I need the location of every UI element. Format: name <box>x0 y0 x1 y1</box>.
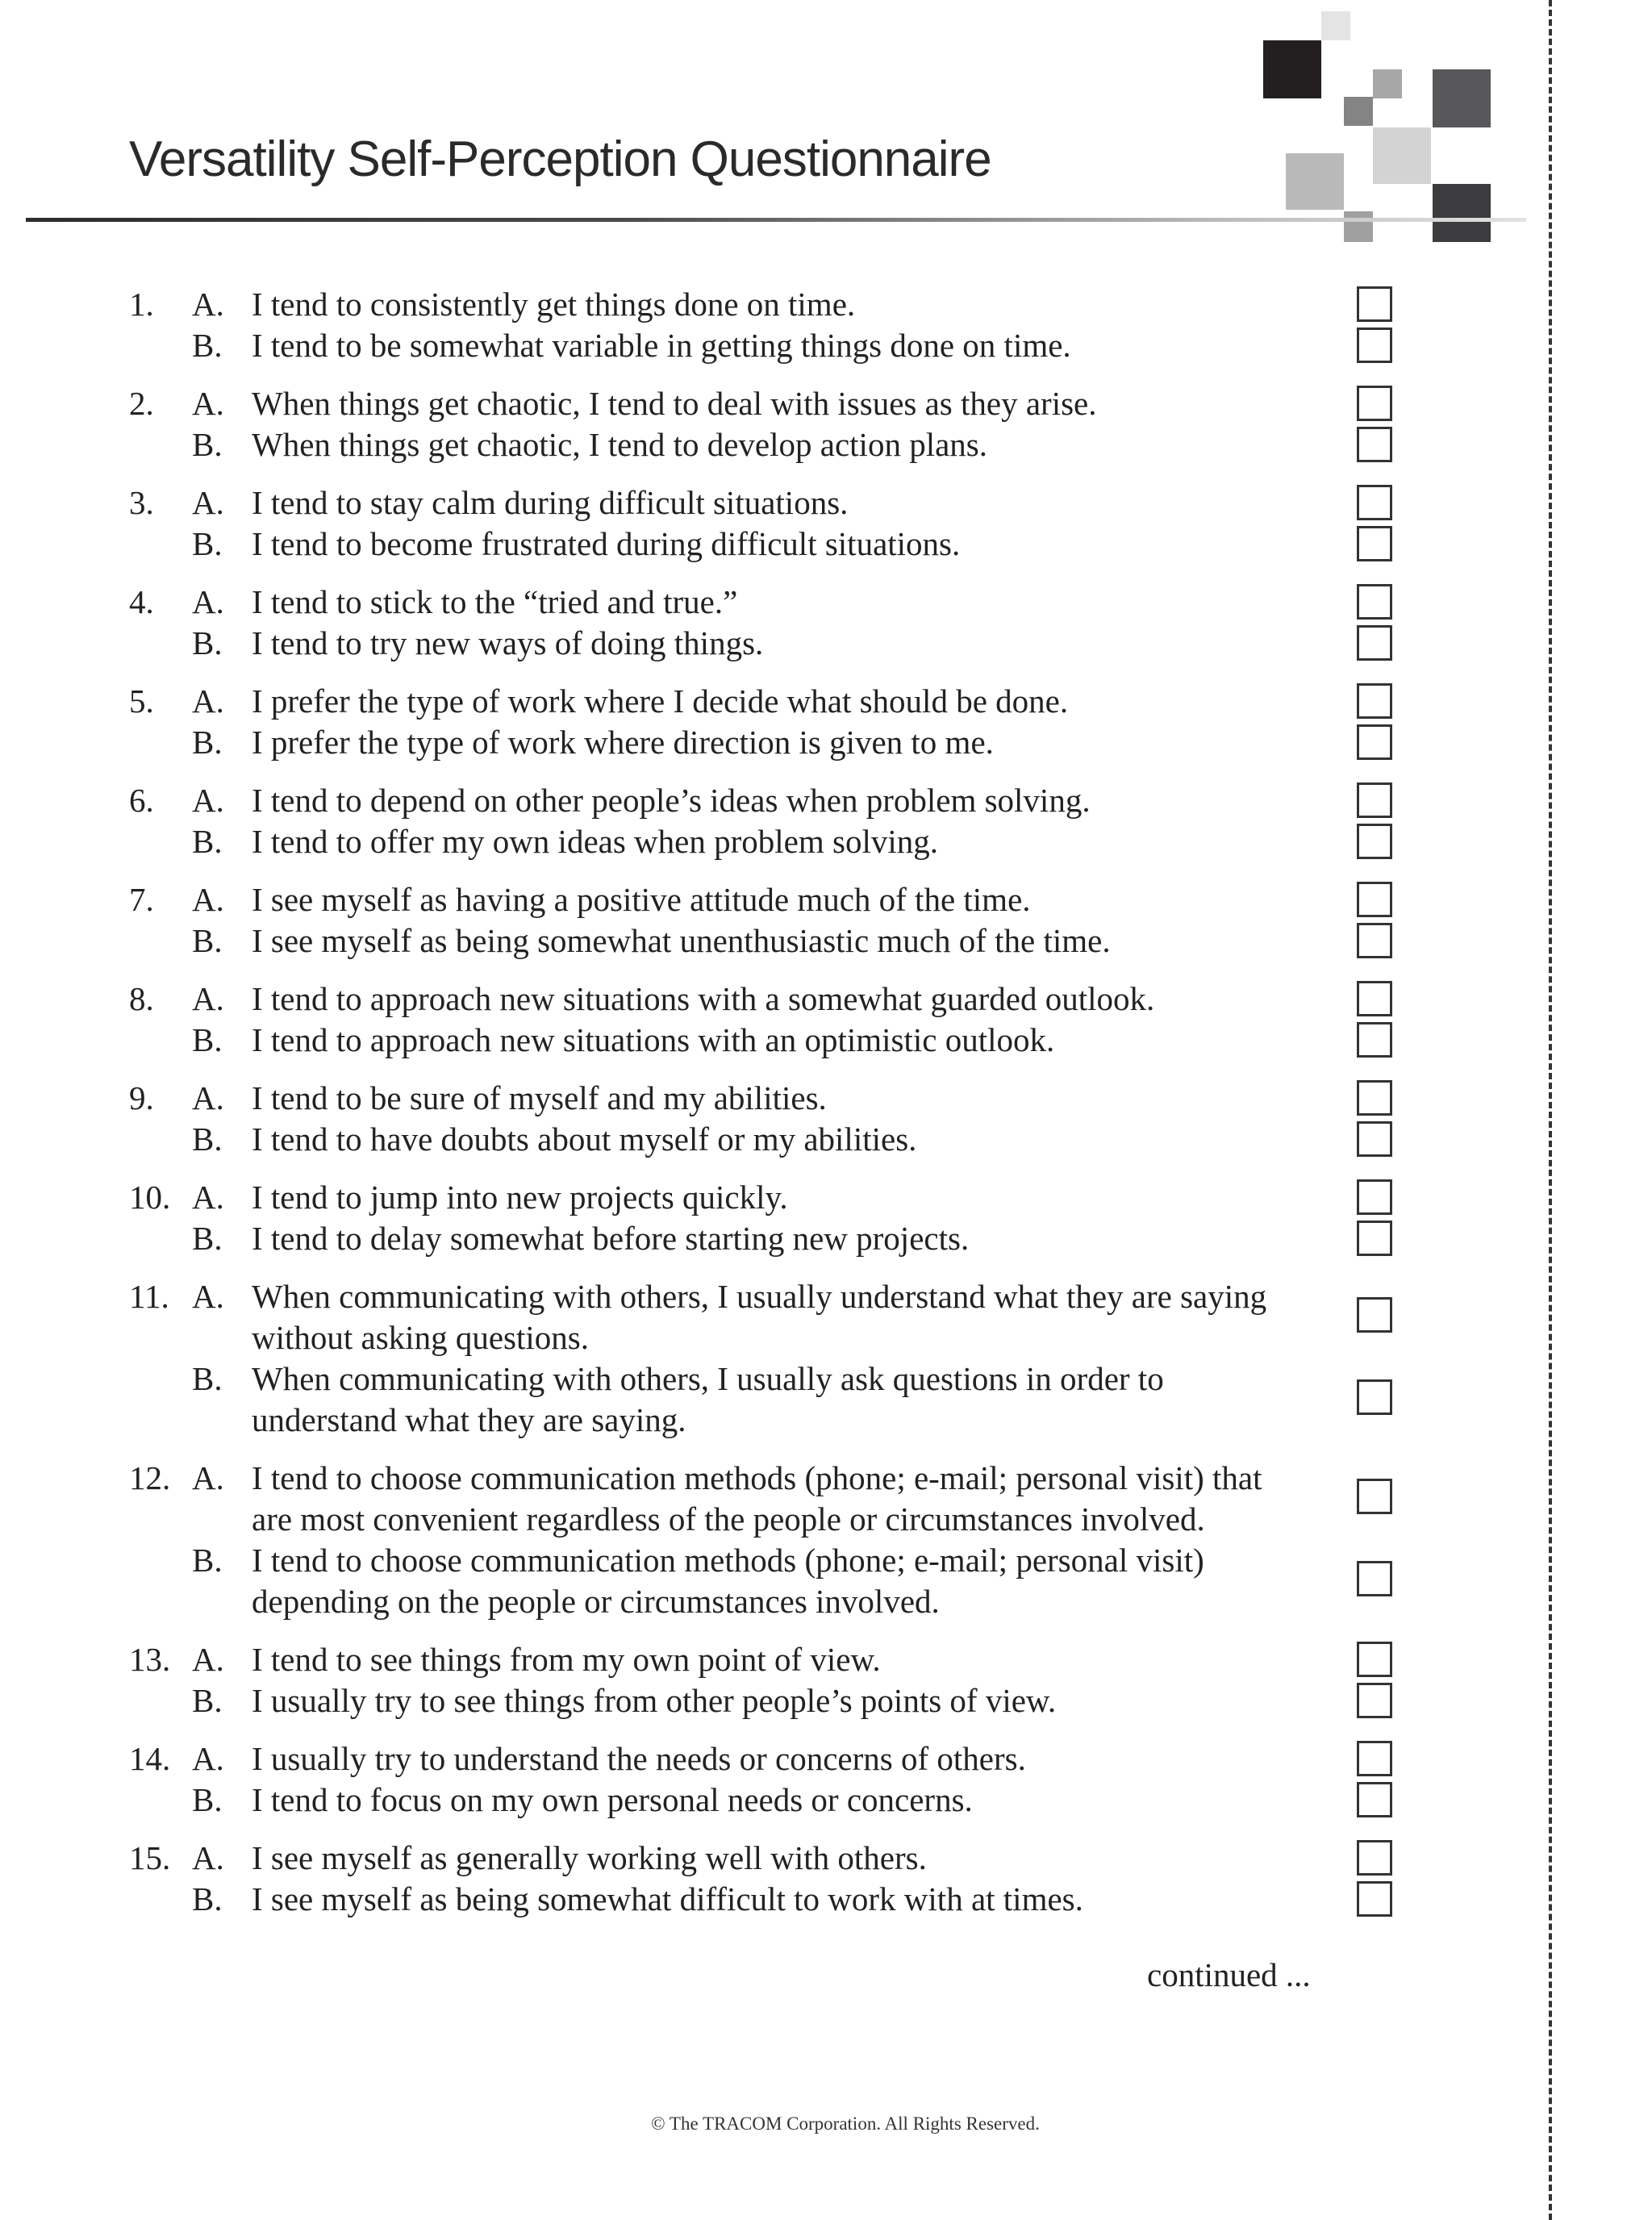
question-number: 6. <box>129 782 154 819</box>
answer-option <box>0 821 1652 862</box>
answer-checkbox[interactable] <box>1357 1297 1392 1333</box>
answer-checkbox[interactable] <box>1357 1022 1392 1058</box>
continued-label: continued ... <box>1147 1956 1311 1993</box>
answer-checkbox[interactable] <box>1357 1642 1392 1677</box>
question-item <box>0 1078 1652 1160</box>
answer-option <box>0 1177 1652 1218</box>
question-number: 10. <box>129 1179 171 1216</box>
answer-option <box>0 1458 1652 1540</box>
question-list <box>0 284 1652 1937</box>
option-text: When things get chaotic, I tend to deal with issues as they arise. <box>252 385 1097 422</box>
answer-checkbox[interactable] <box>1357 625 1392 661</box>
option-text: I tend to try new ways of doing things. <box>252 624 764 661</box>
question-item <box>0 979 1652 1061</box>
answer-checkbox[interactable] <box>1357 1683 1392 1718</box>
option-text: When communicating with others, I usually understand what they are saying without asking questions. <box>252 1278 1267 1356</box>
option-text: I tend to approach new situations with a somewhat guarded outlook. <box>252 980 1155 1017</box>
option-letter: B. <box>192 1120 223 1158</box>
answer-option <box>0 1020 1652 1061</box>
answer-option <box>0 582 1652 623</box>
option-text: When things get chaotic, I tend to develop action plans. <box>252 426 987 463</box>
option-text: I tend to focus on my own personal needs or concerns. <box>252 1781 973 1818</box>
option-text: I tend to consistently get things done on time. <box>252 286 856 323</box>
question-number: 4. <box>129 583 154 620</box>
answer-checkbox[interactable] <box>1357 1221 1392 1256</box>
option-text: I tend to offer my own ideas when problem solving. <box>252 823 938 860</box>
option-text: I prefer the type of work where I decide what should be done. <box>252 682 1069 720</box>
question-number: 3. <box>129 484 154 521</box>
answer-option <box>0 424 1652 465</box>
question-item <box>0 1838 1652 1920</box>
answer-checkbox[interactable] <box>1357 824 1392 859</box>
answer-option <box>0 1276 1652 1358</box>
answer-option <box>0 979 1652 1020</box>
answer-checkbox[interactable] <box>1357 526 1392 561</box>
option-letter: A. <box>192 1079 224 1116</box>
option-text: I prefer the type of work where direction is given to me. <box>252 724 994 761</box>
option-text: I tend to see things from my own point of view. <box>252 1641 881 1678</box>
question-item <box>0 383 1652 465</box>
answer-checkbox[interactable] <box>1357 683 1392 719</box>
option-letter: B. <box>192 724 223 761</box>
option-letter: A. <box>192 1641 224 1678</box>
question-item <box>0 482 1652 565</box>
answer-option <box>0 1540 1652 1622</box>
option-text: I see myself as generally working well with others. <box>252 1839 927 1876</box>
option-text: I tend to choose communication methods (phone; e-mail; personal visit) that are most convenient regardless of the people or circumstances involved. <box>252 1459 1262 1538</box>
answer-option <box>0 681 1652 722</box>
option-text: I usually try to understand the needs or concerns of others. <box>252 1740 1026 1777</box>
answer-checkbox[interactable] <box>1357 286 1392 322</box>
option-text: I see myself as being somewhat difficult to work with at times. <box>252 1880 1083 1917</box>
answer-checkbox[interactable] <box>1357 1782 1392 1817</box>
option-text: I tend to have doubts about myself or my abilities. <box>252 1120 917 1158</box>
answer-option <box>0 325 1652 366</box>
option-letter: A. <box>192 286 224 323</box>
option-text: I tend to stick to the “tried and true.” <box>252 583 738 620</box>
answer-option <box>0 1119 1652 1160</box>
question-number: 13. <box>129 1641 171 1678</box>
answer-option <box>0 1358 1652 1441</box>
decor-square <box>1321 11 1350 40</box>
answer-option <box>0 284 1652 325</box>
option-letter: A. <box>192 1179 224 1216</box>
option-text: I tend to jump into new projects quickly. <box>252 1179 788 1216</box>
decor-square <box>1433 184 1491 242</box>
answer-option <box>0 1838 1652 1879</box>
option-letter: B. <box>192 1682 223 1719</box>
option-text: I tend to stay calm during difficult situations. <box>252 484 849 521</box>
option-letter: A. <box>192 484 224 521</box>
option-letter: B. <box>192 426 223 463</box>
option-letter: A. <box>192 1740 224 1777</box>
answer-option <box>0 524 1652 565</box>
copyright-footer: © The TRACOM Corporation. All Rights Reserved. <box>651 2114 1040 2134</box>
answer-option <box>0 623 1652 664</box>
answer-option <box>0 1078 1652 1119</box>
option-text: I tend to delay somewhat before starting new projects. <box>252 1220 970 1257</box>
question-number: 12. <box>129 1459 171 1496</box>
option-letter: A. <box>192 881 224 918</box>
question-item <box>0 1738 1652 1821</box>
option-letter: B. <box>192 823 223 860</box>
option-letter: A. <box>192 385 224 422</box>
answer-checkbox[interactable] <box>1357 485 1392 520</box>
answer-option <box>0 1218 1652 1259</box>
answer-option <box>0 482 1652 524</box>
question-number: 11. <box>129 1278 169 1315</box>
question-number: 2. <box>129 385 154 422</box>
answer-checkbox[interactable] <box>1357 1121 1392 1157</box>
option-text: I usually try to see things from other people’s points of view. <box>252 1682 1057 1719</box>
title-divider <box>26 218 1526 222</box>
option-text: I tend to be somewhat variable in getting things done on time. <box>252 327 1071 364</box>
option-letter: B. <box>192 1542 223 1579</box>
question-number: 8. <box>129 980 154 1017</box>
answer-option <box>0 920 1652 962</box>
answer-option <box>0 722 1652 763</box>
answer-checkbox[interactable] <box>1357 427 1392 462</box>
option-letter: B. <box>192 327 223 364</box>
option-text: I see myself as having a positive attitude much of the time. <box>252 881 1031 918</box>
option-letter: B. <box>192 1021 223 1058</box>
decor-square <box>1433 69 1491 127</box>
decor-square <box>1286 153 1344 210</box>
answer-option <box>0 1680 1652 1721</box>
decor-square <box>1344 211 1373 242</box>
option-text: I see myself as being somewhat unenthusiastic much of the time. <box>252 922 1111 959</box>
question-number: 7. <box>129 881 154 918</box>
question-number: 5. <box>129 682 154 720</box>
option-letter: B. <box>192 1781 223 1818</box>
answer-checkbox[interactable] <box>1357 1179 1392 1215</box>
option-letter: B. <box>192 1880 223 1917</box>
answer-option <box>0 780 1652 821</box>
option-text: I tend to depend on other people’s ideas when problem solving. <box>252 782 1091 819</box>
question-item <box>0 284 1652 366</box>
question-number: 15. <box>129 1839 171 1876</box>
answer-option <box>0 383 1652 424</box>
option-text: When communicating with others, I usually ask questions in order to understand what they are saying. <box>252 1360 1164 1438</box>
answer-option <box>0 1639 1652 1680</box>
page-title: Versatility Self-Perception Questionnaire <box>129 131 991 187</box>
option-letter: B. <box>192 525 223 562</box>
option-text: I tend to choose communication methods (phone; e-mail; personal visit) depending on the people or circumstances involved. <box>252 1542 1204 1620</box>
question-item <box>0 879 1652 962</box>
option-letter: A. <box>192 782 224 819</box>
decor-square <box>1373 127 1431 184</box>
option-letter: B. <box>192 1360 223 1397</box>
answer-checkbox[interactable] <box>1357 1840 1392 1876</box>
answer-checkbox[interactable] <box>1357 1080 1392 1116</box>
answer-checkbox[interactable] <box>1357 1741 1392 1776</box>
question-item <box>0 1639 1652 1721</box>
option-letter: A. <box>192 583 224 620</box>
answer-checkbox[interactable] <box>1357 923 1392 958</box>
answer-checkbox[interactable] <box>1357 328 1392 363</box>
option-letter: A. <box>192 682 224 720</box>
option-letter: A. <box>192 980 224 1017</box>
answer-checkbox[interactable] <box>1357 724 1392 760</box>
option-letter: A. <box>192 1459 224 1496</box>
option-letter: A. <box>192 1278 224 1315</box>
option-text: I tend to become frustrated during difficult situations. <box>252 525 961 562</box>
answer-option <box>0 1780 1652 1821</box>
answer-checkbox[interactable] <box>1357 782 1392 818</box>
question-number: 14. <box>129 1740 171 1777</box>
answer-option <box>0 1738 1652 1780</box>
answer-checkbox[interactable] <box>1357 1561 1392 1596</box>
question-item <box>0 780 1652 862</box>
decor-square <box>1373 69 1402 98</box>
question-item <box>0 1276 1652 1441</box>
question-item <box>0 681 1652 763</box>
decor-square <box>1344 97 1373 126</box>
option-text: I tend to be sure of myself and my abilities. <box>252 1079 827 1116</box>
answer-checkbox[interactable] <box>1357 882 1392 917</box>
question-item <box>0 1177 1652 1259</box>
answer-checkbox[interactable] <box>1357 1479 1392 1514</box>
answer-checkbox[interactable] <box>1357 584 1392 620</box>
answer-option <box>0 879 1652 920</box>
question-number: 9. <box>129 1079 154 1116</box>
decor-square <box>1263 40 1321 98</box>
answer-checkbox[interactable] <box>1357 1881 1392 1917</box>
answer-checkbox[interactable] <box>1357 1379 1392 1415</box>
answer-checkbox[interactable] <box>1357 981 1392 1016</box>
option-letter: A. <box>192 1839 224 1876</box>
answer-option <box>0 1879 1652 1920</box>
answer-checkbox[interactable] <box>1357 386 1392 421</box>
option-letter: B. <box>192 1220 223 1257</box>
option-letter: B. <box>192 922 223 959</box>
option-letter: B. <box>192 624 223 661</box>
question-number: 1. <box>129 286 154 323</box>
question-item <box>0 1458 1652 1622</box>
option-text: I tend to approach new situations with an optimistic outlook. <box>252 1021 1055 1058</box>
question-item <box>0 582 1652 664</box>
